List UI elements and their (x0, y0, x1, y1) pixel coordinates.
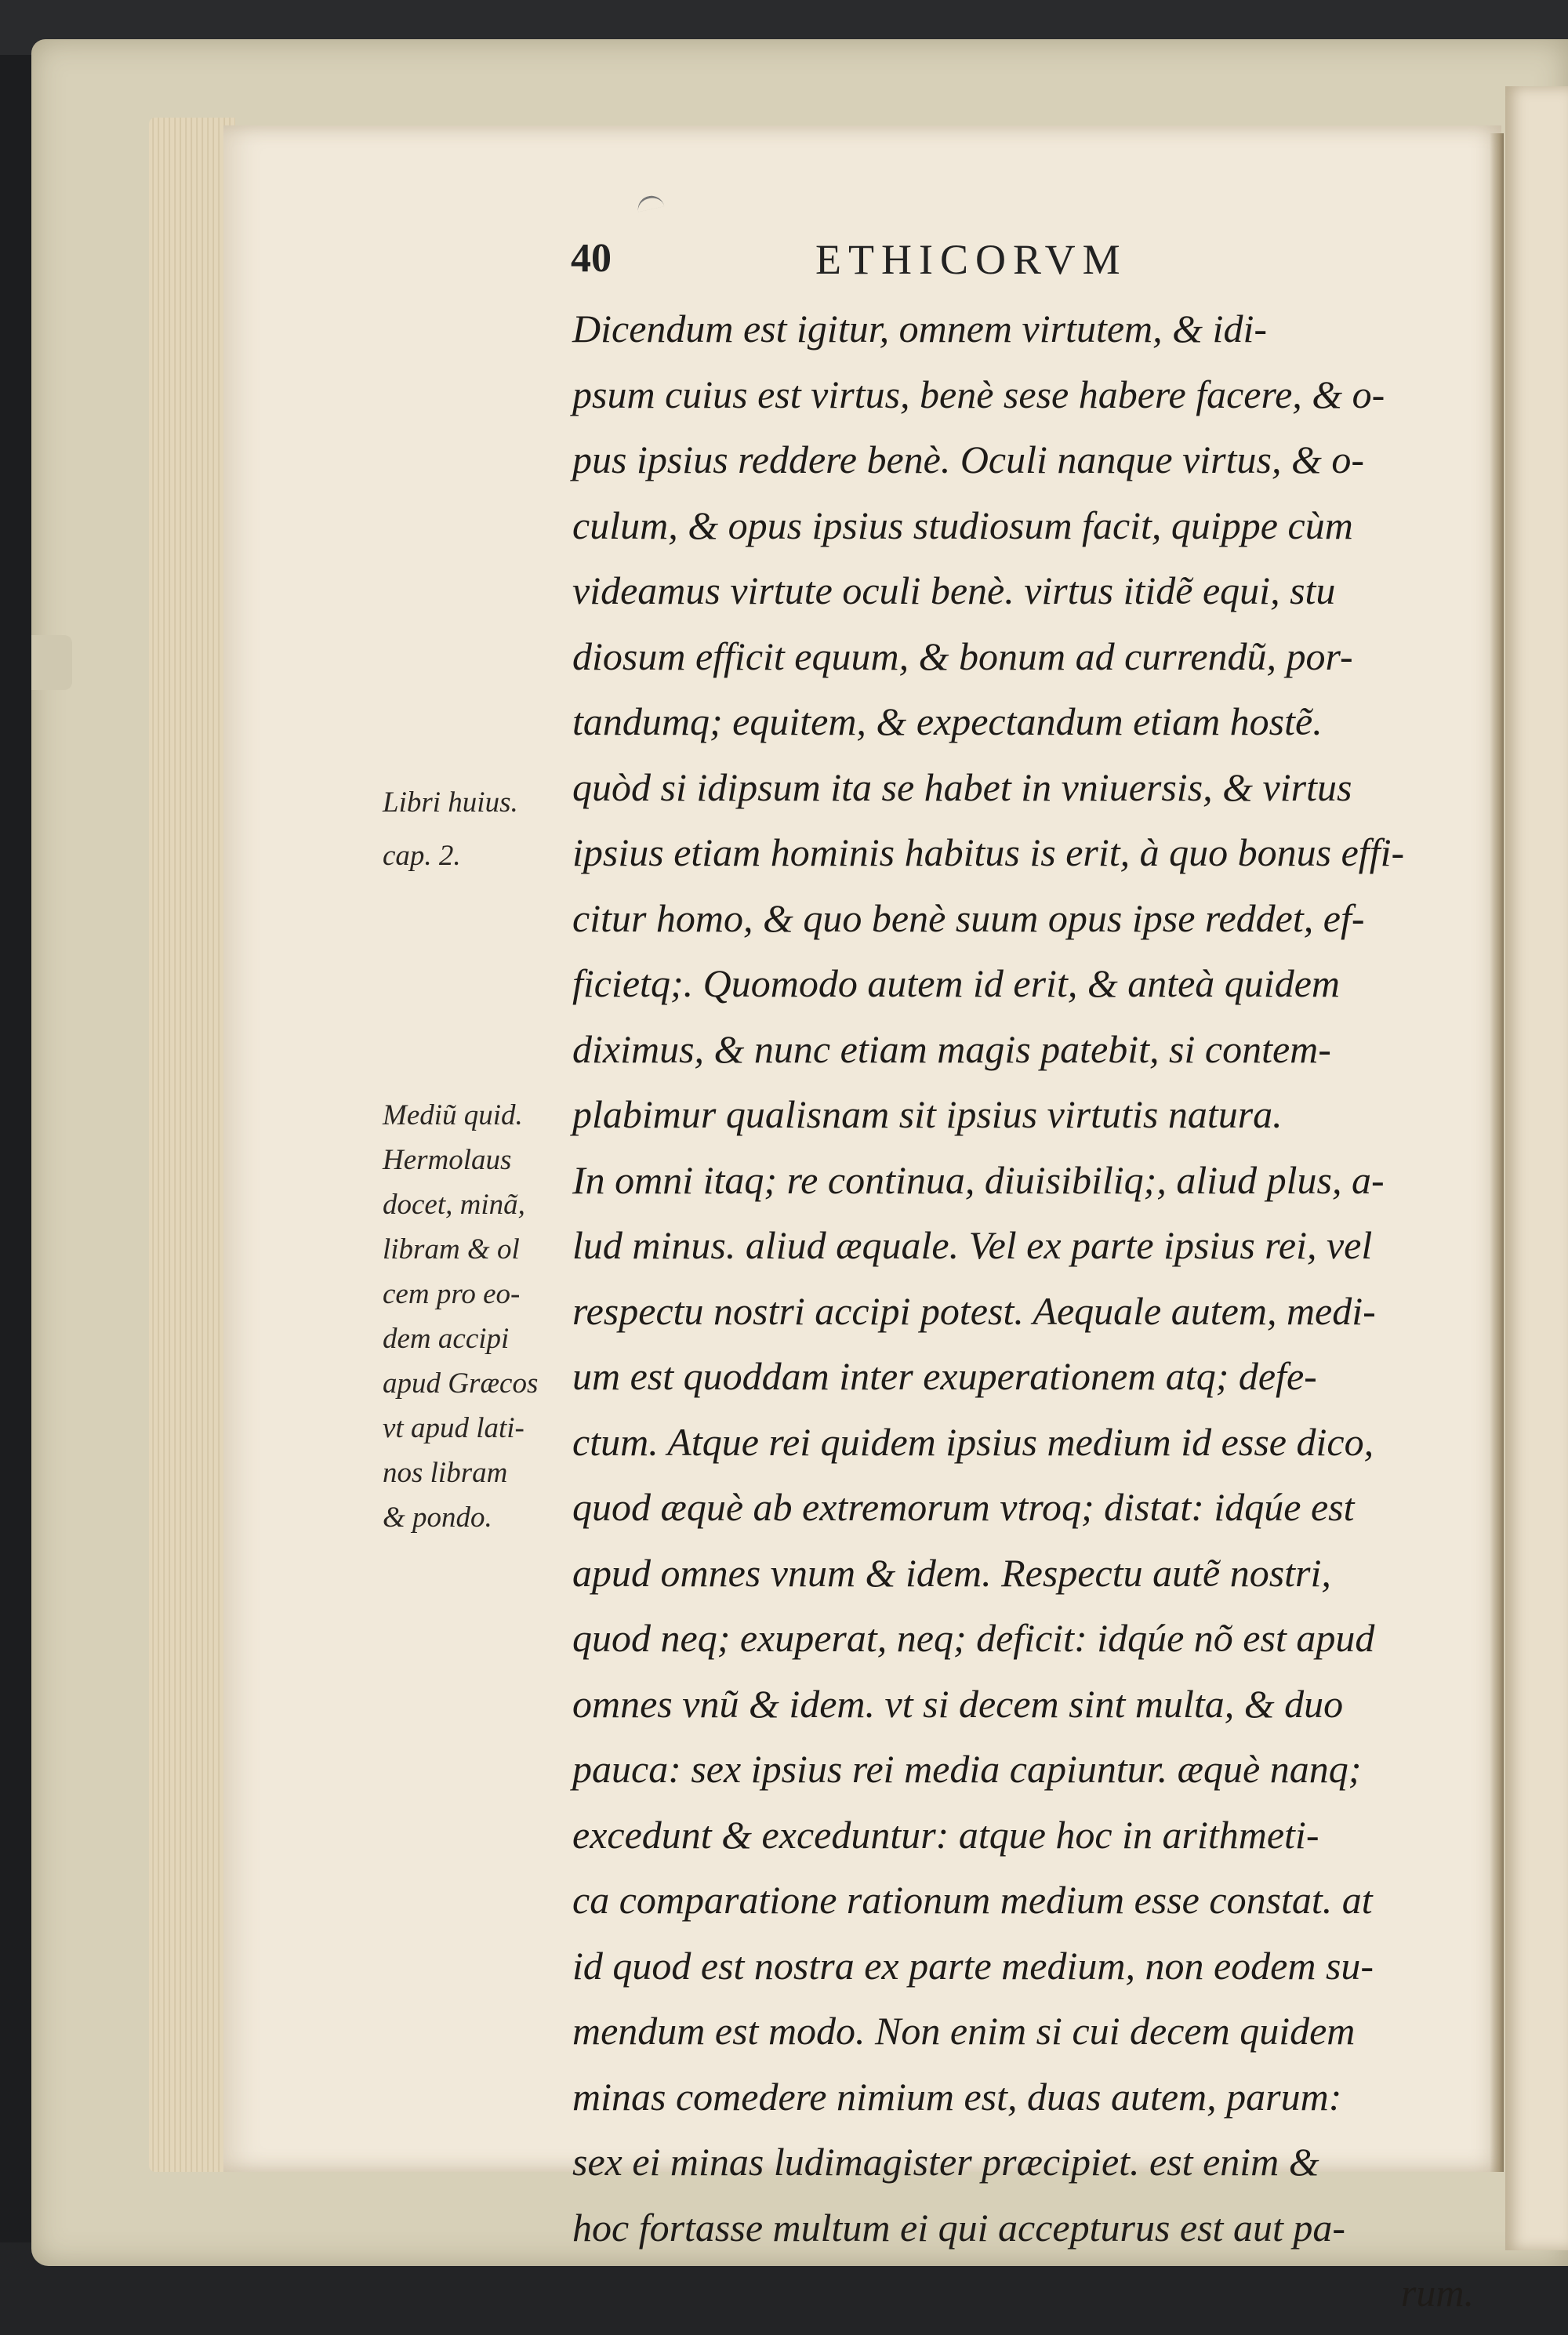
margin-note-line: docet, minã, (383, 1189, 525, 1221)
text-line: sex ei minas ludimagister præcipiet. est enim & (572, 2140, 1319, 2184)
margin-note-line: nos libram (383, 1457, 508, 1489)
text-line: apud omnes vnum & idem. Respectu autẽ nostri, (572, 1550, 1331, 1595)
text-line: culum, & opus ipsius studiosum facit, quippe cùm (572, 503, 1353, 547)
margin-note-line: vt apud lati- (383, 1412, 524, 1444)
margin-note-line: cap. 2. (383, 840, 461, 872)
text-line: ficietq;. Quomodo autem id erit, & anteà quidem (572, 961, 1341, 1005)
margin-note-line: libram & ol (383, 1233, 520, 1266)
margin-note-line: apud Græcos (383, 1367, 539, 1400)
text-line: videamus virtute oculi benè. virtus itidẽ equi, stu (572, 568, 1336, 612)
text-line: lud minus. aliud æquale. Vel ex parte ipsius rei, vel (572, 1223, 1373, 1267)
margin-note-line: dem accipi (383, 1323, 510, 1355)
text-line: excedunt & exceduntur: atque hoc in arithmeti- (572, 1812, 1319, 1857)
facing-page-edge (1505, 86, 1568, 2250)
margin-note-line: Hermolaus (383, 1144, 512, 1176)
margin-note-medium (383, 1093, 538, 1540)
binding-tie-strip (31, 635, 72, 690)
margin-note-line: & pondo. (383, 1502, 492, 1534)
text-line: respectu nostri accipi potest. Aequale autem, medi- (572, 1288, 1376, 1333)
text-line: tandumq; equitem, & expectandum etiam hostẽ. (572, 699, 1323, 743)
text-line: mendum est modo. Non enim si cui decem quidem (572, 2009, 1356, 2053)
running-head: ETHICORVM (815, 236, 1127, 283)
page-edges-stack (149, 118, 235, 2172)
main-text-block (572, 296, 1474, 2326)
folio-number: 40 (571, 236, 612, 281)
margin-note-chapter-ref (383, 776, 518, 883)
text-line: minas comedere nimium est, duas autem, parum: (572, 2074, 1342, 2119)
text-line: hoc fortasse multum ei qui accepturus est aut pa- (572, 2205, 1345, 2250)
text-line: In omni itaq; re continua, diuisibiliq;, aliud plus, a- (572, 1157, 1385, 1202)
text-line: pauca: sex ipsius rei media capiuntur. æquè nanq; (572, 1747, 1362, 1791)
text-line: omnes vnũ & idem. vt si decem sint multa, & duo (572, 1681, 1344, 1726)
text-line: quod æquè ab extremorum vtroq; distat: idqúe est (572, 1485, 1355, 1529)
text-line: citur homo, & quo benè suum opus ipse reddet, ef- (572, 895, 1365, 940)
gutter-shadow (1490, 133, 1504, 2172)
text-line: ca comparatione rationum medium esse constat. at (572, 1878, 1373, 1922)
text-line: plabimur qualisnam sit ipsius virtutis natura. (572, 1092, 1283, 1136)
catchword-line: rum. (1400, 2271, 1474, 2315)
text-line: diximus, & nunc etiam magis patebit, si contem- (572, 1026, 1331, 1071)
margin-note-line: Libri huius. (383, 786, 518, 819)
text-line: diosum efficit equum, & bonum ad currendũ, por- (572, 634, 1353, 678)
text-line: quod neq; exuperat, neq; deficit: idqúe nõ est apud (572, 1616, 1375, 1660)
text-line: Dicendum est igitur, omnem virtutem, & idi- (572, 307, 1267, 350)
text-line: ipsius etiam hominis habitus is erit, à quo bonus effi- (572, 830, 1405, 874)
text-line: um est quoddam inter exuperationem atq; defe- (572, 1354, 1317, 1398)
text-line: quòd si idipsum ita se habet in vniuersis, & virtus (572, 764, 1352, 809)
text-line: id quod est nostra ex parte medium, non eodem su- (572, 1943, 1374, 1988)
margin-note-line: cem pro eo- (383, 1278, 521, 1310)
margin-note-line: Mediũ quid. (383, 1099, 523, 1131)
text-line: psum cuius est virtus, benè sese habere facere, & o- (572, 372, 1385, 416)
text-line: pus ipsius reddere benè. Oculi nanque virtus, & o- (572, 438, 1365, 481)
text-line: ctum. Atque rei quidem ipsius medium id esse dico, (572, 1419, 1374, 1464)
